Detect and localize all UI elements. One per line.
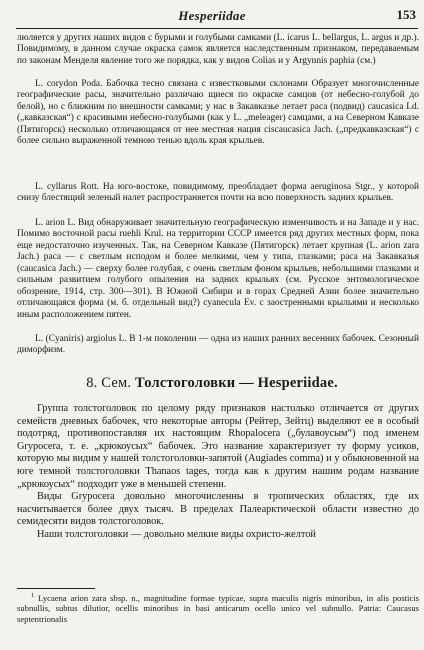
paragraph-continuation: люляется у других наших видов с бурыми и голубыми самками (L. icarus L. bellargus, L. argus и др.). Повидимому, в данном случае окраска самок является наследственным признаком, передаваемым по законам Менделя явление того же порядка, как у видов Colias и у Argynnis paphia (см.)	[17, 33, 419, 66]
footnote-rule	[17, 588, 95, 589]
paragraph-cyllarus: L. cyllarus Rott. На юго-востоке, повидимому, преобладает форма aeruginosa Stgr., у которой снизу блестящий зеленый налет распространяется почти на всю поверхность задних крыльев.	[17, 182, 419, 204]
paragraph-argiolus: L. (Cyaniris) argiolus L. В 1-м поколении — одна из наших ранних весенних бабочек. Сезонный диморфизм.	[17, 334, 419, 356]
paragraph-intro: Группа толстоголовок по целому ряду признаков настолько отличается от других семейств дневных бабочек, что некоторые авторы (Рейтер, Зейтц) выделяют ее в особый подотряд, противопоставляя их настоящим Rhopalocera („булавоусым“) под именем Grypocera, т. е. „крюкоусых“ бабочек. Это название характеризует ту форму усиков, которую мы видим у нашей толстоголовки-запятой (Augiades comma) и у обыкновенной на юге темной толстоголовки Thanaos tages, тогда как к другим нашим родам название „крюкоусых“ подходит уже в меньшей степени.	[17, 403, 419, 490]
section-heading	[0, 375, 424, 392]
footnote-marker: 1	[31, 592, 35, 600]
species-entry-corydon	[17, 79, 419, 148]
page-number: 153	[396, 7, 416, 22]
species-entry-arion	[17, 218, 419, 321]
paragraph-arion: L. arion L. Вид обнаруживает значительную географическую изменчивость и на Западе и у нас. Помимо восточной расы ruehli Krul. на территории СССР имеется ряд других местных форм, пока еще недостаточно изученных. Так, на Северном Кавказе (Пятигорск) летает крупная (L. arion zara Jach.) раса — с светлым исподом и более мелкими, чем у типа, глазками; раса на Закавказья (caucasica Jach.) — сверху более голубая, с очень светлым фоном крыльев, небольшими глазками и сильным развитием голубого опыления на задних крыльях (см. Русское энтомологическое обозрение, 1914, стр. 300—301). В Южной Сибири и в горах Средней Азии более значительно отличающаяся форма (м. б. отдельный вид?) cyanecula Ev. с заостренными крыльями и несколько иным расположением пятен.	[17, 218, 419, 320]
paragraph-description-start: Наши толстоголовки — довольно мелкие виды охристо-желтой	[37, 528, 316, 540]
running-header-title: Hesperiidae	[178, 8, 246, 23]
header-rule	[16, 28, 418, 29]
section-number: 8. Сем.	[86, 375, 132, 391]
paragraph-grypocera: Виды Grypocera довольно многочисленны в тропических областях, где их насчитывается более двух тысяч. В пределах Палеарктической области известно до семидесяти видов толстоголовок.	[17, 491, 419, 528]
section-title: Толстоголовки — Hesperiidae.	[135, 375, 338, 391]
footnote-text: Lycaena arion zara sbsp. n., magnitudine formae typicae, supra maculis nigris minoribus, in alis posticis subnullis, subtus dilutior, ocellis minoribus in basi anticarum ocello unico vel subnullo. Patria: Caucasus septentrionalis	[17, 593, 419, 624]
species-entry-cyllarus	[17, 182, 419, 205]
species-entry-argiolus	[17, 334, 419, 357]
footnote	[17, 593, 419, 624]
section-body	[17, 403, 419, 542]
top-text-block	[17, 33, 419, 67]
paragraph-corydon: L. corydon Poda. Бабочка тесно связана с известковыми склонами Образует многочисленные географические расы, значительно различаю щиеся по окраске самцов (от небесно-голубой до белой), но с ближним по внешности самками; у нас в Закавказье летает раса (подвид) caucasica Ld. („кавказская“) с красивыми небесно-голубыми (как у L. „meleager) самцами, а на Северном Кавказе (Пятигорск) несколько отличающаяся от нее местная нация ciscaucasica Jach. („предкавказская“) с более сильно выраженной темною тенью вдоль края крыльев.	[17, 79, 419, 147]
